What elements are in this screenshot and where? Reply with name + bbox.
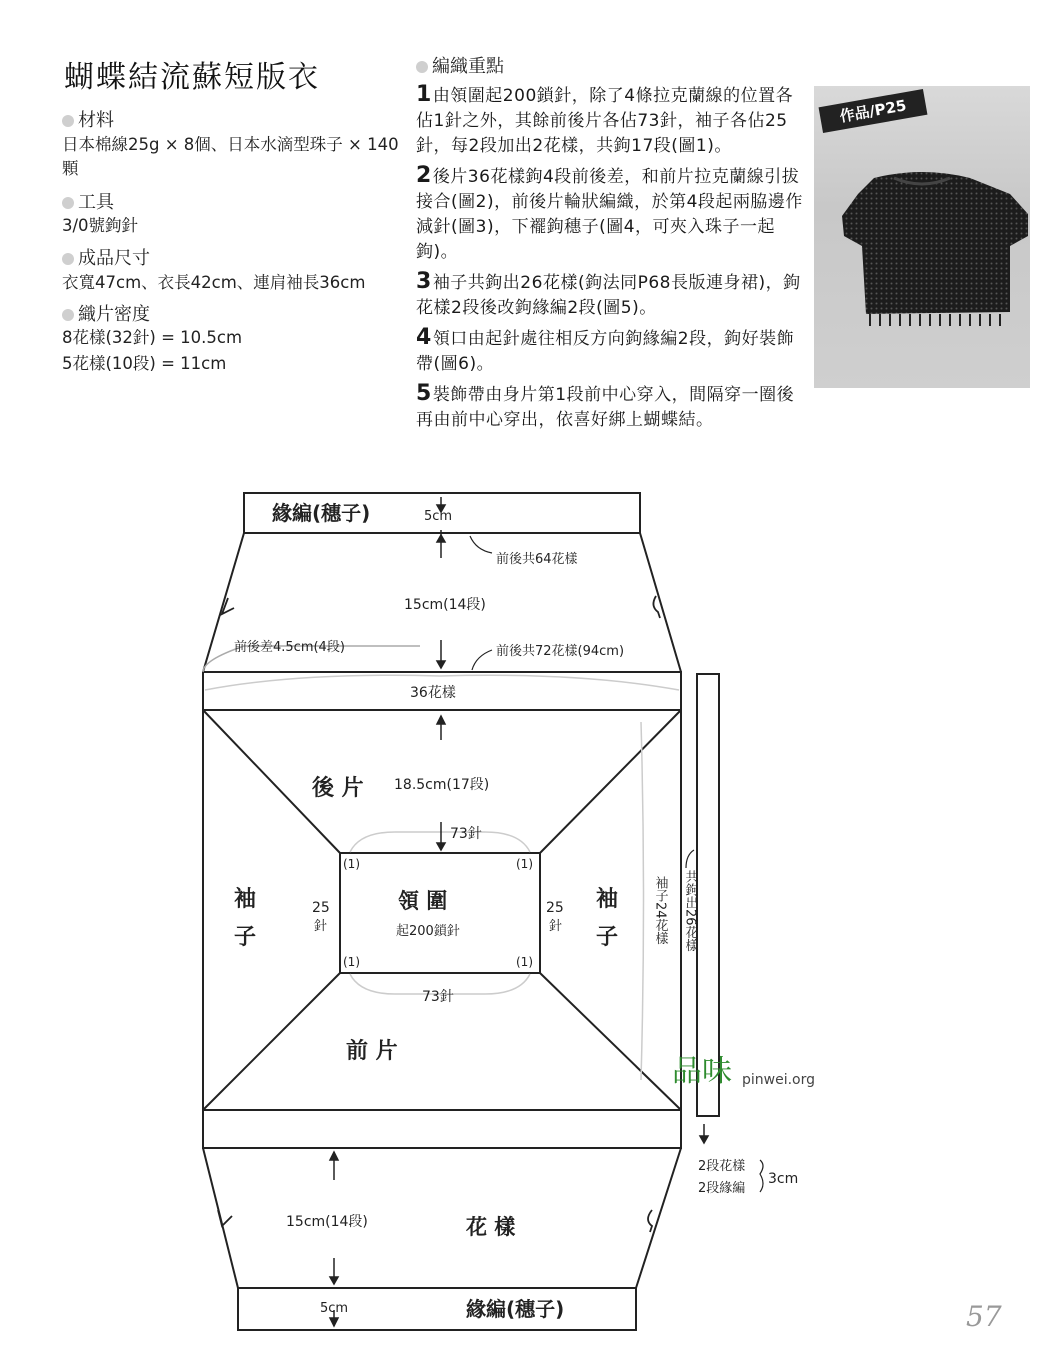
back-label: 後 片 (312, 776, 364, 801)
arrow-head (437, 535, 445, 542)
arrow-head (700, 1136, 708, 1143)
right-sleeve-stitch-num: 25 (546, 900, 564, 916)
tools-heading: 工具 (62, 188, 114, 214)
band-36-label: 36花樣 (410, 685, 456, 701)
bottom-band-rect (238, 1288, 636, 1330)
mid-pattern-count: 前後共72花樣(94cm) (496, 644, 625, 659)
raglan-marker: (1) (516, 955, 533, 969)
pointer-curve (470, 536, 492, 553)
raglan-marker: (1) (343, 955, 360, 969)
bottom-band-height: 5cm (320, 1301, 349, 1316)
bottom-pattern-label: 花 樣 (466, 1215, 516, 1239)
sleeve-guide (641, 722, 644, 1080)
bottom-section-sides (203, 1148, 681, 1288)
stitch-73-top: 73針 (450, 826, 482, 842)
step-2: 2後片36花樣鉤4段前後差，和前片拉克蘭線引拔接合(圖2)，前後片輪狀編織，於第4段起兩脇邊作減針(圖3)，下襬鉤穗子(圖4，可夾入珠子一起鉤)。 (416, 163, 803, 262)
tools-text: 3/0號鉤針 (62, 216, 139, 235)
top-band-label: 緣編(穗子) (272, 501, 371, 525)
stitch-73-bottom: 73針 (422, 989, 454, 1005)
right-sleeve-stitch-unit: 針 (549, 919, 563, 934)
size-text: 衣寬47cm、衣長42cm、連肩袖長36cm (62, 273, 366, 292)
tie-marker-icon (648, 1210, 652, 1232)
pointer-curve (472, 650, 492, 670)
arrow-head (330, 1152, 338, 1160)
raglan-line (540, 710, 681, 853)
brace-icon (760, 1160, 763, 1192)
lower-band-rect (203, 1110, 681, 1148)
raglan-marker: (1) (516, 857, 533, 871)
right-sleeve-label-2: 子 (596, 925, 619, 950)
page-number: 57 (966, 1300, 1002, 1333)
instructions-heading: 編織重點 (416, 52, 806, 78)
raglan-line (203, 973, 340, 1110)
raglan-line (540, 973, 681, 1110)
left-sleeve-label-1: 袖 (234, 887, 257, 912)
right-sleeve-label-1: 袖 (596, 887, 619, 912)
bottom-section-height: 15cm(14段) (286, 1214, 368, 1230)
back-height: 18.5cm(17段) (394, 777, 490, 793)
arrow-head (330, 1277, 338, 1284)
arrow-head (437, 843, 445, 850)
gauge-line-1: 8花樣(32針) = 10.5cm (62, 328, 243, 347)
top-pattern-count: 前後共64花樣 (496, 552, 578, 567)
step-4: 4領口由起針處往相反方向鉤緣編2段，鉤好裝飾帶(圖6)。 (416, 325, 795, 374)
neck-rect (340, 853, 540, 973)
step-3: 3袖子共鉤出26花樣(鉤法同P68長版連身裙)，鉤花樣2段後改鉤緣編2段(圖5)。 (416, 269, 801, 318)
raglan-marker: (1) (343, 857, 360, 871)
front-back-diff: 前後差4.5cm(4段) (234, 640, 345, 655)
gauge-heading: 織片密度 (62, 300, 150, 326)
sleeve-total-label: 共鉤出26花樣 (682, 870, 698, 952)
left-sleeve-stitch-unit: 針 (314, 919, 328, 934)
sleeve-rows-1: 2段花樣 (698, 1159, 746, 1174)
arrow-head (437, 661, 445, 668)
top-section-height: 15cm(14段) (404, 597, 486, 613)
materials-heading: 材料 (62, 106, 114, 132)
arrow-head (330, 1318, 338, 1326)
size-heading: 成品尺寸 (62, 244, 150, 270)
gauge-line-2: 5花樣(10段) = 11cm (62, 354, 227, 373)
step-1: 1由領圍起200鎖針，除了4條拉克蘭線的位置各佔1針之外，其餘前後片各佔73針，袖子各佔25針，每2段加出2花樣，共鉤17段(圖1)。 (416, 82, 794, 156)
materials-text: 日本棉線25g × 8個、日本水滴型珠子 × 140顆 (62, 135, 399, 178)
top-band-height: 5cm (424, 509, 453, 524)
page-title: 蝴蝶結流蘇短版衣 (64, 60, 320, 95)
watermark-site: pinwei.org (742, 1072, 816, 1088)
step-5: 5裝飾帶由身片第1段前中心穿入，間隔穿一圈後再由前中心穿出，依喜好綁上蝴蝶結。 (416, 381, 795, 430)
left-sleeve-label-2: 子 (234, 925, 257, 950)
bottom-band-label: 緣編(穗子) (466, 1297, 565, 1321)
watermark-logo: 品味 (672, 1054, 732, 1089)
front-label: 前 片 (346, 1039, 398, 1064)
left-sleeve-stitch-num: 25 (312, 900, 330, 916)
sleeve-rows-height: 3cm (768, 1171, 799, 1187)
photo-tag: 作品/P25 (819, 89, 928, 133)
sleeve-side-label: 袖子24花樣 (652, 876, 668, 945)
neck-label: 領 圍 (398, 889, 448, 913)
neck-chain: 起200鎖針 (396, 924, 460, 939)
arrow-head (437, 716, 445, 724)
pointer-curve (686, 850, 694, 868)
sleeve-rows-2: 2段緣編 (698, 1181, 746, 1196)
